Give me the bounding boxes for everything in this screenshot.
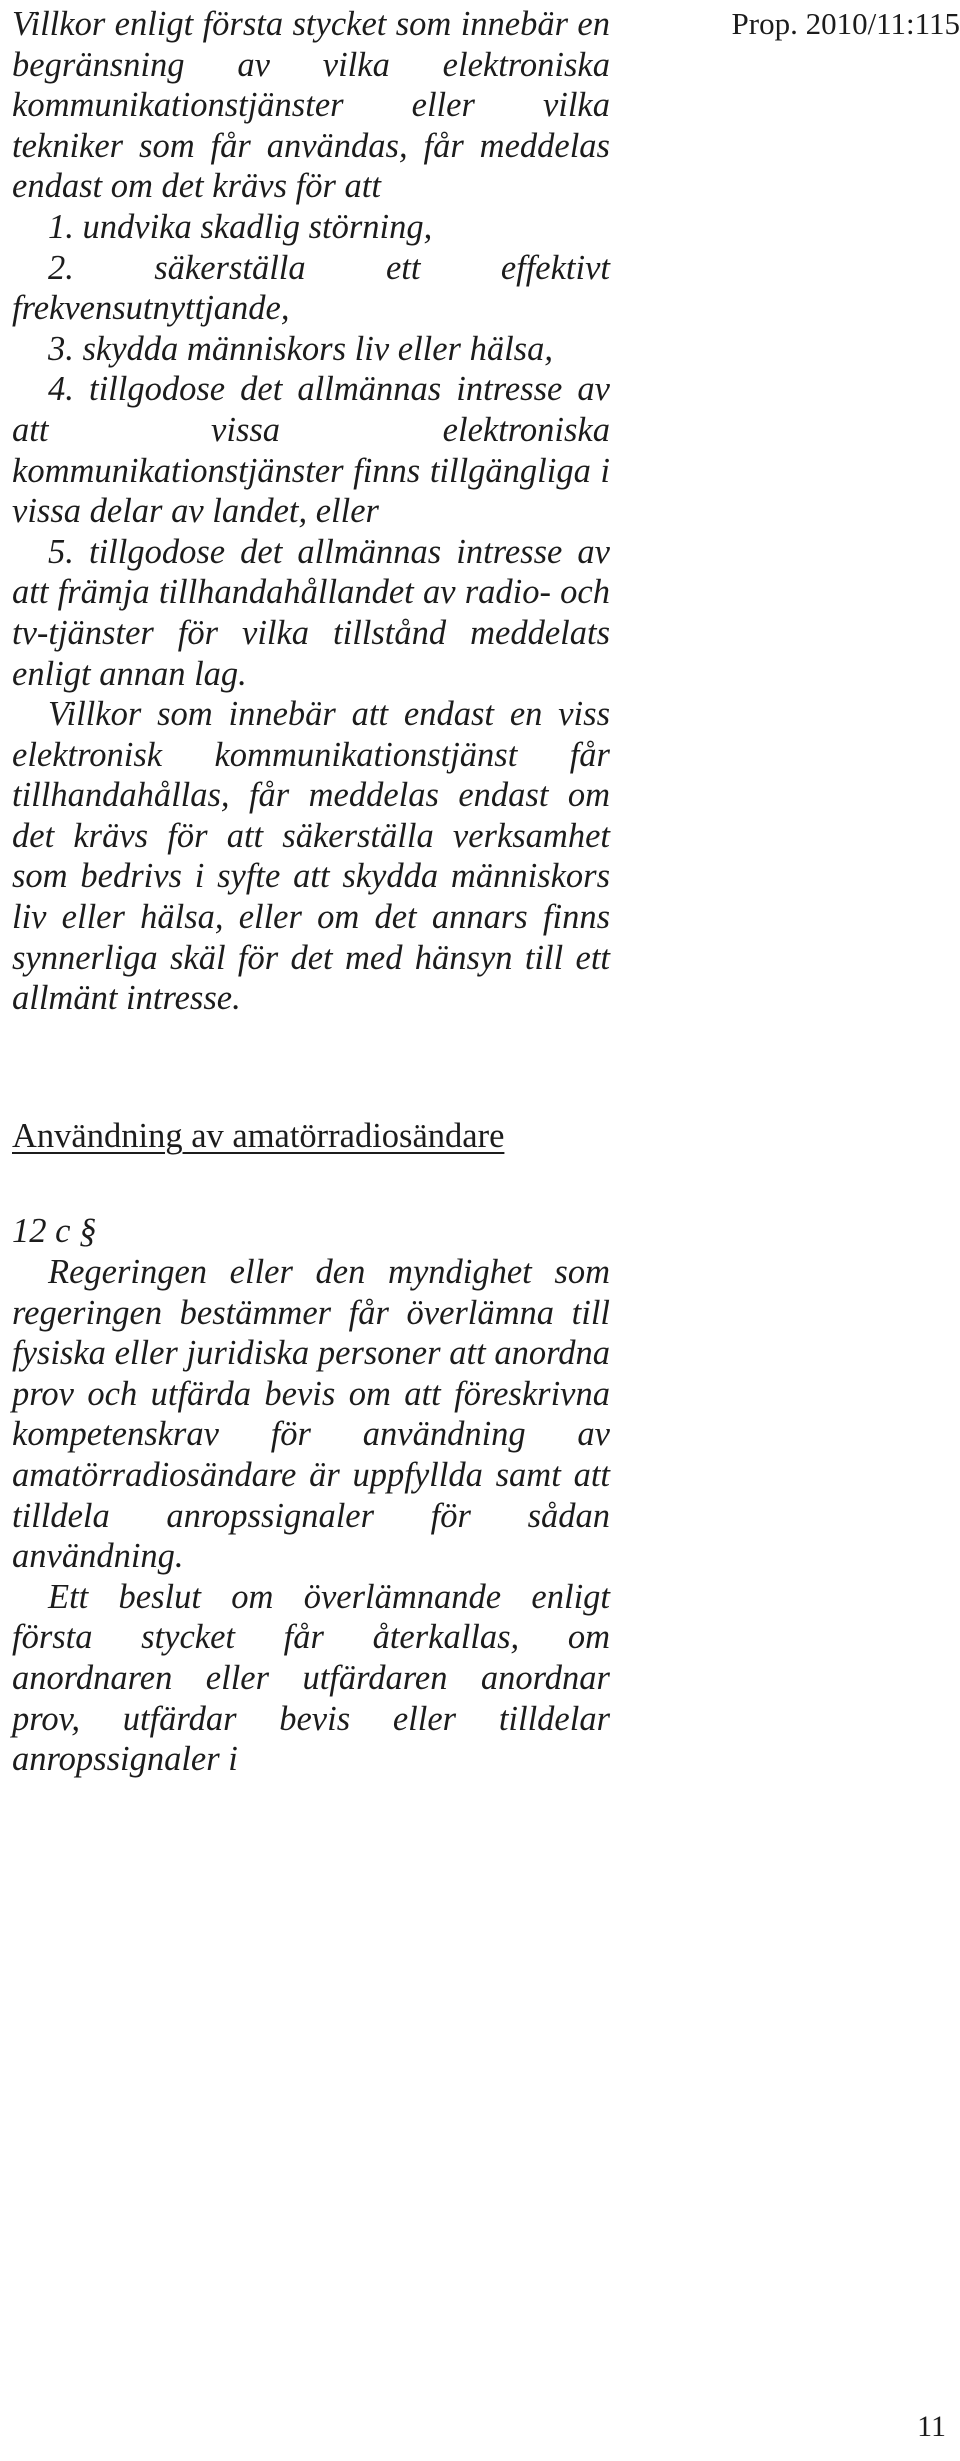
proposition-number: Prop. 2010/11:115 bbox=[731, 6, 960, 41]
heading-spacer bbox=[12, 1019, 610, 1116]
list-item-5: 5. tillgodose det allmännas intresse av att främja tillhandahållandet av radio- och tv-tjänster för vilka tillstånd meddelats enligt annan lag. bbox=[12, 532, 610, 693]
section-heading: Användning av amatörradiosändare bbox=[12, 1116, 505, 1155]
main-text-column bbox=[12, 4, 610, 1780]
list-item-3: 3. skydda människors liv eller hälsa, bbox=[48, 329, 553, 368]
page-number: 11 bbox=[917, 2410, 946, 2443]
paragraph-2: Villkor som innebär att endast en viss elektronisk kommunikationstjänst får tillhandahållas, får meddelas endast om det krävs för att säkerställa verksamhet som bedrivs i syfte att skydda människors liv eller hälsa, eller om det annars finns synnerliga skäl för det med hänsyn till ett allmänt intresse. bbox=[12, 695, 610, 1018]
paragraph-4: Ett beslut om överlämnande enligt första stycket får återkallas, om anordnaren eller utfärdaren anordnar prov, utfärdar bevis eller tilldelar anropssignaler i bbox=[12, 1577, 610, 1779]
section-spacer bbox=[12, 1156, 610, 1211]
list-item-4: 4. tillgodose det allmännas intresse av att vissa elektroniska kommunikationstjänster finns tillgängliga i vissa delar av landet, eller bbox=[12, 370, 610, 531]
section-number: 12 c § bbox=[12, 1212, 97, 1251]
list-item-1: 1. undvika skadlig störning, bbox=[48, 207, 433, 246]
intro-paragraph: Villkor enligt första stycket som innebär en begränsning av vilka elektroniska kommunikationstjänster eller vilka tekniker som får användas, får meddelas endast om det krävs för att bbox=[12, 5, 610, 206]
list-item-2: 2. säkerställa ett effektivt frekvensutnyttjande, bbox=[12, 248, 610, 328]
paragraph-3: Regeringen eller den myndighet som regeringen bestämmer får överlämna till fysiska eller juridiska personer att anordna prov och utfärda bevis om att föreskrivna kompetenskrav för användning av amatörradiosändare är uppfyllda samt att tilldela anropssignaler för sådan användning. bbox=[12, 1253, 610, 1576]
